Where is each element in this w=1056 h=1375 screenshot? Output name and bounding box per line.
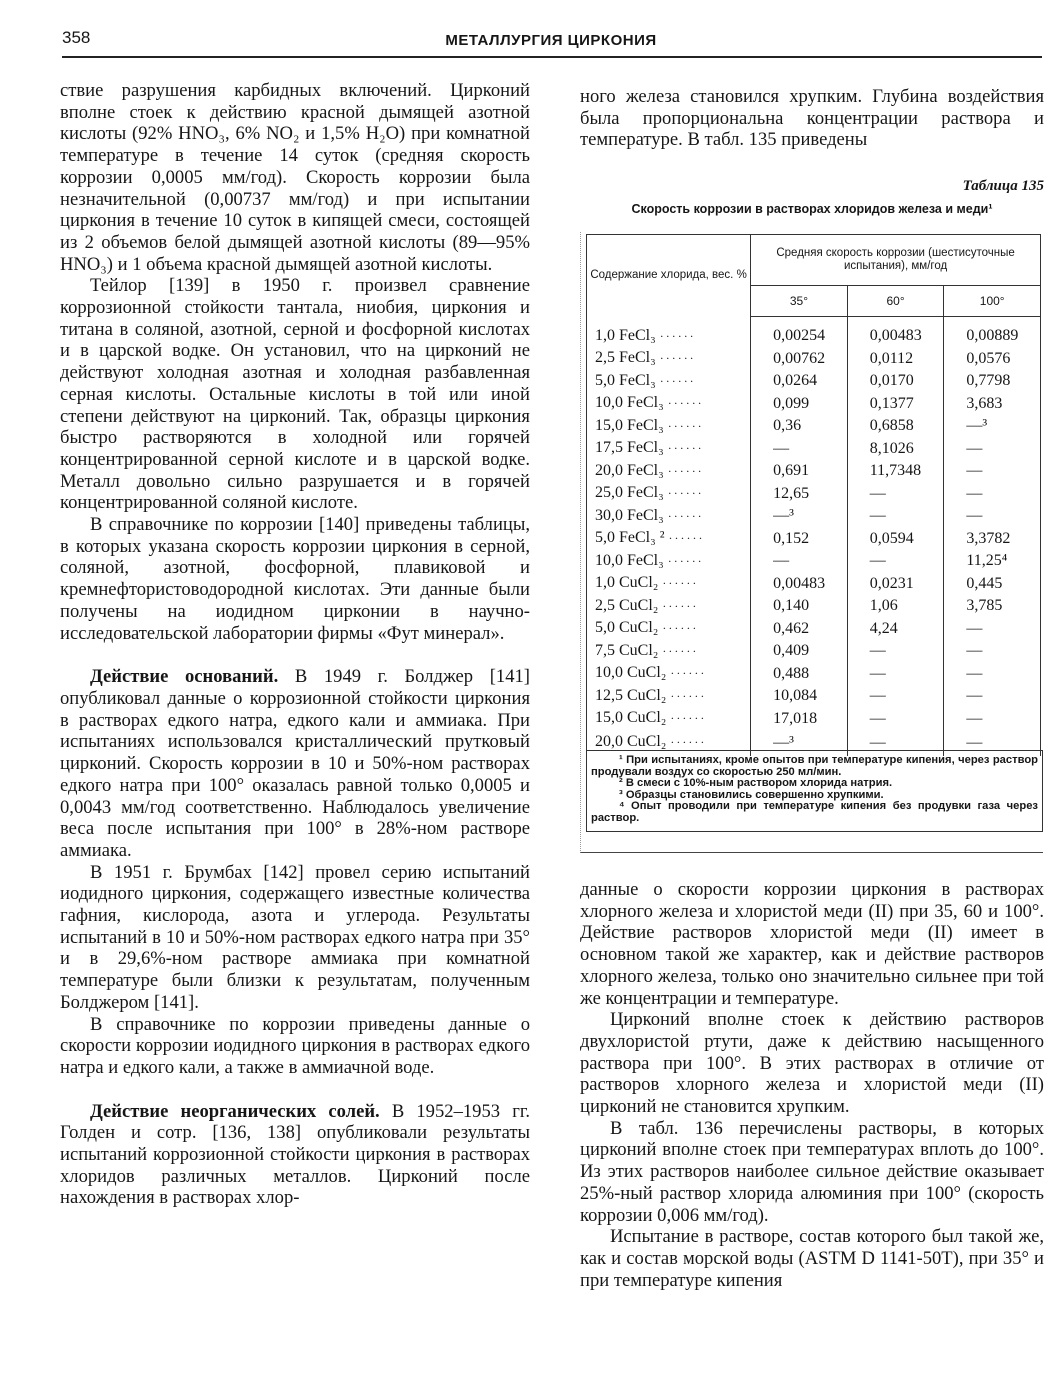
- leader-dots: ······: [670, 735, 707, 750]
- paragraph-text: В 1949 г. Болджер [141] опубликовал данные о коррозионной стойкости циркония в растворах едкого натра, едкого кали и аммиака. При испытаниях использовался кристаллический прутковый цирконий. Скорость коррозии в 10 и 50%-ном растворах едкого натра при 100° оказалась равной только 0,0005 и 0,0043 мм/год соответственно. Наблюдалось увеличение веса после испытания при 100° в 28%-ном растворе аммиака.: [60, 666, 530, 861]
- chloride-cell: [587, 640, 751, 663]
- leader-dots: ······: [667, 508, 704, 523]
- table-row: [587, 437, 1041, 460]
- leader-dots: ······: [667, 396, 704, 410]
- leader-dots: ······: [667, 553, 704, 568]
- header-temp-35: 35°: [751, 286, 848, 317]
- chloride-label: 5,0 FeCl₃ ²: [595, 529, 665, 546]
- rate-cell-t100: 0,445: [944, 572, 1041, 595]
- rate-cell-t100: —: [944, 730, 1041, 756]
- leader-dots: ······: [659, 373, 696, 388]
- rate-cell-t60: 0,6858: [847, 415, 944, 438]
- leader-dots: ······: [667, 486, 704, 500]
- chloride-label: 20,0 CuCl₂: [595, 733, 667, 751]
- paragraph: Испытание в растворе, состав которого был такой же, как и состав морской воды (ASTM D 1141-50T), при 35° и при температуре кипения: [580, 1226, 1044, 1291]
- rate-cell-t60: 0,0170: [847, 370, 944, 393]
- chloride-cell: [587, 595, 751, 618]
- rate-cell-t35: 0,152: [751, 527, 848, 550]
- corrosion-table: [586, 234, 1041, 756]
- rate-cell-t35: —: [751, 550, 848, 573]
- rate-cell-t100: —³: [944, 415, 1041, 438]
- header-temp-60: 60°: [847, 286, 944, 317]
- leader-dots: ······: [668, 531, 705, 545]
- page-header: [62, 28, 1040, 58]
- rate-cell-t35: 12,65: [751, 482, 848, 505]
- paragraph: В справочнике по коррозии приведены данные о скорости коррозии иодидного циркония в растворах едкого натра и едкого кали, а также в аммиачной воде.: [60, 1013, 530, 1078]
- chloride-cell: [587, 317, 751, 348]
- rate-cell-t60: 0,0112: [847, 347, 944, 370]
- table-row: [587, 640, 1041, 663]
- rate-cell-t35: 0,00762: [751, 347, 848, 370]
- table-body: [587, 317, 1041, 756]
- chloride-cell: [587, 370, 751, 393]
- rate-cell-t60: —: [847, 707, 944, 730]
- chloride-label: 2,5 FeCl₃: [595, 349, 656, 366]
- table-row: [587, 392, 1041, 415]
- section-heading: Действие неорганических солей.: [90, 1100, 380, 1122]
- rate-cell-t60: 0,00483: [847, 317, 944, 348]
- paragraph: ствие разрушения карбидных включений. Цирконий вполне стоек к действию красной дымящей азотной кислоты (92% HNO₃, 6% NO₂ и 1,5% H₂O) при комнатной температуре в течение 14 суток (средняя скорость коррозии 0,0005 мм/год). Скорость коррозии была незначительной (0,00737 мм/год) и при испытании циркония в течение 10 суток в кипящей смеси, состоящей из 2 объемов белой дымящей азотной кислоты (89—95% HNO₃) и 1 объема красной дымящей азотной кислоты.: [60, 80, 530, 275]
- leader-dots: ······: [667, 418, 704, 433]
- leader-dots: ······: [662, 621, 699, 635]
- right-column-top: [580, 86, 1044, 151]
- rate-cell-t60: —: [847, 482, 944, 505]
- page-number: 358: [62, 28, 91, 47]
- chloride-cell: [587, 662, 751, 685]
- chloride-label: 15,0 CuCl₂: [595, 709, 667, 726]
- table-row: [587, 595, 1041, 618]
- left-column: [60, 80, 530, 1209]
- rate-cell-t100: —: [944, 482, 1041, 505]
- table-row: [587, 317, 1041, 348]
- table-row: [587, 662, 1041, 685]
- rate-cell-t60: —: [847, 685, 944, 708]
- rate-cell-t100: —: [944, 685, 1041, 708]
- table-row: [587, 505, 1041, 528]
- rate-cell-t35: 17,018: [751, 707, 848, 730]
- chloride-cell: [587, 707, 751, 730]
- table-row: [587, 707, 1041, 730]
- chloride-cell: [587, 392, 751, 415]
- chloride-label: 25,0 FeCl₃: [595, 484, 664, 501]
- rate-cell-t60: 0,1377: [847, 392, 944, 415]
- leader-dots: ······: [670, 688, 707, 703]
- rate-cell-t60: 4,24: [847, 617, 944, 640]
- rate-cell-t60: 11,7348: [847, 460, 944, 483]
- rate-cell-t100: —: [944, 707, 1041, 730]
- footnote: ³ Образцы становились совершенно хрупкими.: [619, 788, 884, 801]
- leader-dots: ······: [662, 576, 699, 590]
- rate-cell-t60: —: [847, 505, 944, 528]
- table-row: [587, 482, 1041, 505]
- rate-cell-t100: —: [944, 437, 1041, 460]
- rate-cell-t35: 0,462: [751, 617, 848, 640]
- rate-cell-t100: —: [944, 460, 1041, 483]
- rate-cell-t35: 10,084: [751, 685, 848, 708]
- rate-cell-t35: 0,409: [751, 640, 848, 663]
- rate-cell-t60: 8,1026: [847, 437, 944, 460]
- chloride-label: 12,5 CuCl₂: [595, 686, 667, 704]
- table-row: [587, 460, 1041, 483]
- table-row: [587, 347, 1041, 370]
- footnote: ² В смеси с 10%-ным раствором хлорида натрия.: [619, 777, 893, 790]
- rate-cell-t100: 0,7798: [944, 370, 1041, 393]
- chloride-cell: [587, 460, 751, 483]
- rate-cell-t35: 0,488: [751, 662, 848, 685]
- paragraph: данные о скорости коррозии циркония в растворах хлорного железа и хлористой меди (II) при 35, 60 и 100°. Действие растворов хлористой меди (II) имеет в основном такой же характер, как и действие растворов хлорного железа, только оно значительно сильнее при той же концентрации и температуре.: [580, 879, 1044, 1009]
- rate-cell-t100: 0,00889: [944, 317, 1041, 348]
- chloride-cell: [587, 437, 751, 460]
- footnote: ⁴ Опыт проводили при температуре кипения без продувки газа через раствор.: [591, 800, 1038, 824]
- chloride-label: 5,0 CuCl₂: [595, 619, 659, 636]
- rate-cell-t60: —: [847, 662, 944, 685]
- rate-cell-t35: 0,36: [751, 415, 848, 438]
- leader-dots: ······: [662, 643, 699, 658]
- rate-cell-t35: 0,0264: [751, 370, 848, 393]
- leader-dots: ······: [670, 711, 707, 725]
- chloride-cell: [587, 415, 751, 438]
- leader-dots: ······: [662, 598, 699, 613]
- leader-dots: ······: [670, 666, 707, 680]
- table-row: [587, 617, 1041, 640]
- paragraph-text: В 1952–1953 гг. Голден и сотр. [136, 138] опубликовали результаты испытаний коррозионной стойкости циркония в растворах хлоридов различных металлов. Цирконий после нахождения в растворах хлор-: [60, 1100, 530, 1209]
- table-row: [587, 370, 1041, 393]
- leader-dots: ······: [667, 441, 704, 455]
- chloride-cell: [587, 550, 751, 573]
- rate-cell-t35: 0,140: [751, 595, 848, 618]
- rate-cell-t35: 0,00254: [751, 317, 848, 348]
- rate-cell-t60: —: [847, 550, 944, 573]
- rate-cell-t100: 3,3782: [944, 527, 1041, 550]
- rate-cell-t35: —: [751, 437, 848, 460]
- rate-cell-t100: —: [944, 662, 1041, 685]
- paragraph: ного железа становился хрупким. Глубина воздействия была пропорциональна концентрации раствора и температуре. В табл. 135 приведены: [580, 86, 1044, 151]
- chloride-label: 20,0 FeCl₃: [595, 461, 664, 479]
- rate-cell-t100: 3,683: [944, 392, 1041, 415]
- header-temp-100: 100°: [944, 286, 1041, 317]
- rate-cell-t100: 11,25⁴: [944, 550, 1041, 573]
- running-title: МЕТАЛЛУРГИЯ ЦИРКОНИЯ: [445, 32, 657, 49]
- chloride-label: 30,0 FeCl₃: [595, 506, 664, 524]
- rate-cell-t35: —³: [751, 730, 848, 756]
- chloride-cell: [587, 527, 751, 550]
- chloride-label: 7,5 CuCl₂: [595, 641, 659, 659]
- table-row: [587, 527, 1041, 550]
- header-average-rate: Средняя скорость коррозии (шестисуточные испытания), мм/год: [751, 235, 1041, 286]
- leader-dots: ······: [659, 351, 696, 365]
- rate-cell-t35: 0,00483: [751, 572, 848, 595]
- chloride-cell: [587, 572, 751, 595]
- table-row: [587, 550, 1041, 573]
- chloride-label: 1,0 FeCl₃: [595, 326, 656, 344]
- chloride-label: 10,0 FeCl₃: [595, 394, 664, 411]
- leader-dots: ······: [659, 328, 696, 343]
- rate-cell-t35: 0,099: [751, 392, 848, 415]
- rate-cell-t35: 0,691: [751, 460, 848, 483]
- rate-cell-t60: 0,0231: [847, 572, 944, 595]
- rate-cell-t100: 0,0576: [944, 347, 1041, 370]
- rate-cell-t60: —: [847, 730, 944, 756]
- section-paragraph-bases: [60, 666, 530, 861]
- chloride-label: 17,5 FeCl₃: [595, 439, 664, 456]
- paragraph: Цирконий вполне стоек к действию растворов двухлористой ртути, даже к действию насыщенного раствора при 100°. В этих растворах в отличие от растворов хлорного железа и хлористой меди (II) цирконий не становится хрупким.: [580, 1009, 1044, 1118]
- rate-cell-t100: 3,785: [944, 595, 1041, 618]
- chloride-label: 10,0 FeCl₃: [595, 551, 664, 569]
- chloride-label: 2,5 CuCl₂: [595, 596, 659, 614]
- table-row: [587, 685, 1041, 708]
- section-paragraph-salts: [60, 1101, 530, 1210]
- right-column-bottom: [580, 879, 1044, 1291]
- rate-cell-t60: 0,0594: [847, 527, 944, 550]
- paragraph: В справочнике по коррозии [140] приведены таблицы, в которых указана скорость коррозии циркония в серной, соляной, азотной, фосфорной, плавиковой и кремнефтористоводородной кислотах. Эти данные были получены на иодидном цирконии в научно-исследовательской лаборатории фирмы «Фут минерал».: [60, 514, 530, 644]
- rate-cell-t60: —: [847, 640, 944, 663]
- chloride-cell: [587, 617, 751, 640]
- table-row: [587, 415, 1041, 438]
- chloride-cell: [587, 482, 751, 505]
- chloride-cell: [587, 685, 751, 708]
- rate-cell-t35: —³: [751, 505, 848, 528]
- table-number: Таблица 135: [962, 178, 1044, 194]
- paragraph: В 1951 г. Брумбах [142] провел серию испытаний иодидного циркония, содержащего известные количества гафния, кислорода, азота и углерода. Результаты испытаний в 10 и 50%-ном растворах едкого натра при 35° и в 29,6%-ном растворе аммиака при комнатной температуре были близки к результатам, полученным Болджером [141].: [60, 861, 530, 1013]
- paragraph: В табл. 136 перечислены растворы, в которых цирконий вполне стоек при температурах вплоть до 100°. Из этих растворов наиболее сильное действие оказывает 25%-ный раствор хлорида алюминия при 100° (скорость коррозии 0,006 мм/год).: [580, 1117, 1044, 1226]
- table-footnotes: [586, 750, 1043, 832]
- rate-cell-t100: —: [944, 617, 1041, 640]
- leader-dots: ······: [667, 463, 704, 478]
- chloride-label: 15,0 FeCl₃: [595, 416, 664, 434]
- footnote: ¹ При испытаниях, кроме опытов при температуре кипения, через раствор продували воздух со скоростью 250 мл/мин.: [591, 754, 1038, 778]
- chloride-label: 1,0 CuCl₂: [595, 574, 659, 591]
- chloride-label: 5,0 FeCl₃: [595, 371, 656, 389]
- chloride-cell: [587, 505, 751, 528]
- chloride-label: 10,0 CuCl₂: [595, 664, 667, 681]
- header-chloride-content: Содержание хлорида, вес. %: [587, 235, 751, 317]
- paragraph: Тейлор [139] в 1950 г. произвел сравнение коррозионной стойкости тантала, ниобия, циркония и титана в соляной, азотной, серной и фосфорной кислотах и в царской водке. Он установил, что на цирконий не действуют холодная азотная и холодная разбавленная серная кислоты. Остальные кислоты в той или иной степени действуют на цирконий. Так, образцы циркония быстро растворяются в холодной или горячей концентрированной серной кислоте и в царской водке. Металл довольно сильно разрушается и в горячей концентрированной соляной кислоте.: [60, 275, 530, 514]
- rate-cell-t100: —: [944, 640, 1041, 663]
- rate-cell-t60: 1,06: [847, 595, 944, 618]
- section-heading: Действие оснований.: [90, 666, 279, 688]
- table-row: [587, 572, 1041, 595]
- header-rule: [62, 56, 1042, 58]
- chloride-cell: [587, 347, 751, 370]
- rate-cell-t100: —: [944, 505, 1041, 528]
- table-title: Скорость коррозии в растворах хлоридов железа и меди¹: [631, 202, 993, 216]
